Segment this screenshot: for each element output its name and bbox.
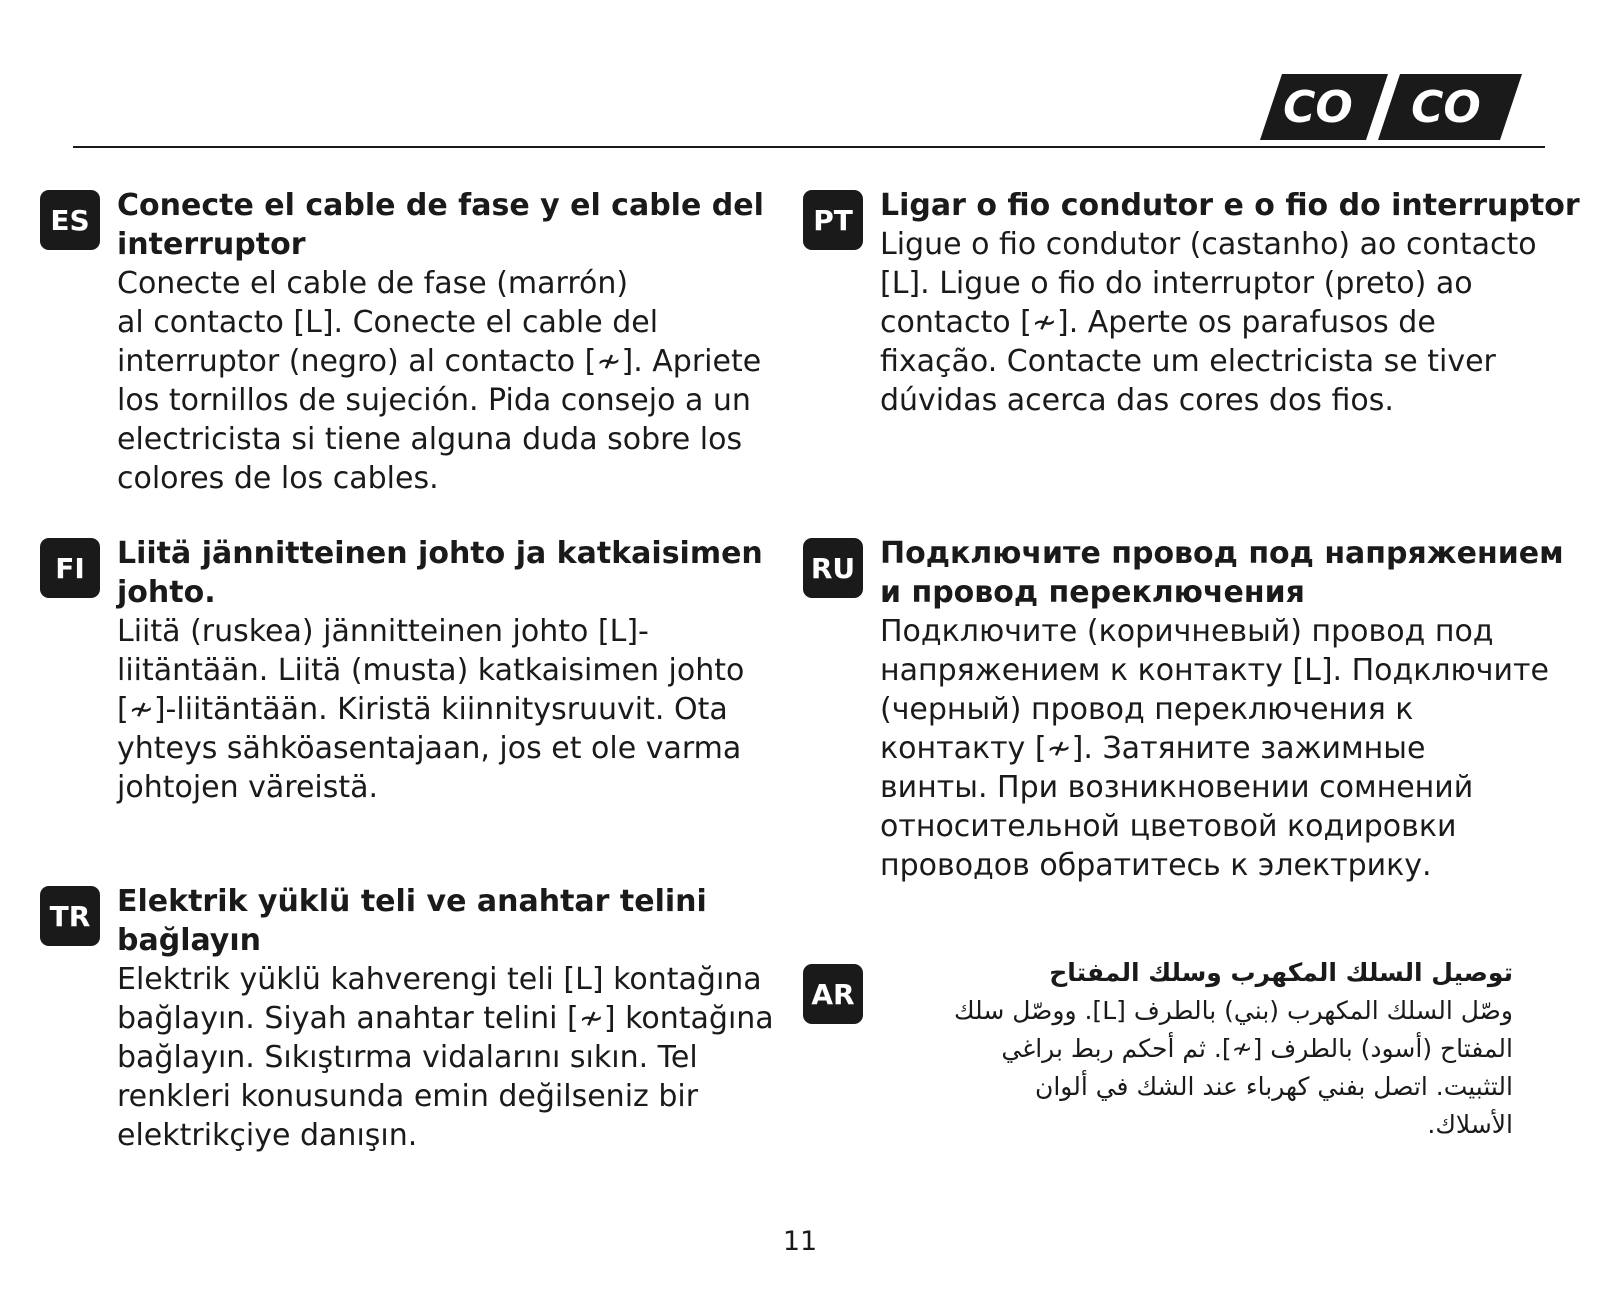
- heading-line: Elektrik yüklü teli ve anahtar telini: [117, 884, 707, 919]
- body-line: Подключите (коричневый) провод под: [880, 614, 1494, 649]
- section-heading: [880, 956, 1513, 990]
- section-heading: [880, 534, 1564, 612]
- coco-logo: [1260, 72, 1524, 142]
- section-body: [880, 225, 1537, 420]
- body-line: винты. При возникновении сомнений: [880, 770, 1474, 805]
- body-line: المفتاح (أسود) بالطرف [≁]. ثم أحكم ربط براغي: [1001, 1034, 1513, 1063]
- language-badge-pt: PT: [803, 190, 863, 250]
- body-line: interruptor (negro) al contacto [≁]. Apriete: [117, 344, 762, 379]
- heading-line: Подключите провод под напряжением: [880, 536, 1564, 571]
- body-line: elektrikçiye danışın.: [117, 1118, 418, 1153]
- body-line: относительной цветовой кодировки: [880, 809, 1457, 844]
- logo-text-left: CO: [1283, 82, 1353, 133]
- language-badge-tr: TR: [40, 886, 100, 946]
- body-line: Conecte el cable de fase (marrón): [117, 266, 629, 301]
- body-line: проводов обратитесь к электрику.: [880, 848, 1432, 883]
- body-line: contacto [≁]. Aperte os parafusos de: [880, 305, 1436, 340]
- logo-text-right: CO: [1411, 82, 1481, 133]
- body-line: الأسلاك.: [1427, 1110, 1513, 1139]
- heading-line: توصيل السلك المكهرب وسلك المفتاح: [1049, 958, 1513, 987]
- language-badge-fi: FI: [40, 538, 100, 598]
- language-badge-ar: AR: [803, 964, 863, 1024]
- body-line: Liitä (ruskea) jännitteinen johto [L]-: [117, 614, 649, 649]
- section-body: [117, 612, 744, 807]
- body-line: Ligue o fio condutor (castanho) ao contacto: [880, 227, 1537, 262]
- body-line: (черный) провод переключения к: [880, 692, 1414, 727]
- heading-line: Ligar o fio condutor e o fio do interruptor: [880, 188, 1580, 223]
- heading-line: interruptor: [117, 227, 306, 262]
- heading-line: bağlayın: [117, 923, 261, 958]
- body-line: dúvidas acerca das cores dos fios.: [880, 383, 1394, 418]
- section-heading: [117, 186, 764, 264]
- header-rule: [73, 146, 1545, 148]
- body-line: al contacto [L]. Conecte el cable del: [117, 305, 659, 340]
- body-line: bağlayın. Sıkıştırma vidalarını sıkın. Tel: [117, 1040, 698, 1075]
- heading-line: Liitä jännitteinen johto ja katkaisimen: [117, 536, 763, 571]
- body-line: los tornillos de sujeción. Pida consejo a un: [117, 383, 751, 418]
- section-body: [117, 264, 761, 498]
- section-body: [117, 960, 774, 1155]
- heading-line: Conecte el cable de fase y el cable del: [117, 188, 764, 223]
- body-line: yhteys sähköasentajaan, jos et ole varma: [117, 731, 742, 766]
- section-body: [880, 612, 1549, 885]
- section-body: [880, 992, 1513, 1144]
- body-line: electricista si tiene alguna duda sobre los: [117, 422, 743, 457]
- body-line: liitäntään. Liitä (musta) katkaisimen johto: [117, 653, 745, 688]
- language-badge-ru: RU: [803, 538, 863, 598]
- heading-line: johto.: [117, 575, 216, 610]
- heading-line: и провод переключения: [880, 575, 1305, 610]
- body-line: Elektrik yüklü kahverengi teli [L] kontağına: [117, 962, 762, 997]
- body-line: renkleri konusunda emin değilseniz bir: [117, 1079, 699, 1114]
- body-line: colores de los cables.: [117, 461, 439, 496]
- body-line: [L]. Ligue o fio do interruptor (preto) ao: [880, 266, 1473, 301]
- body-line: контакту [≁]. Затяните зажимные: [880, 731, 1426, 766]
- page-number: 11: [782, 1226, 818, 1257]
- body-line: johtojen väreistä.: [117, 770, 379, 805]
- body-line: [≁]-liitäntään. Kiristä kiinnitysruuvit. Ota: [117, 692, 728, 727]
- section-heading: [880, 186, 1580, 225]
- section-heading: [117, 534, 763, 612]
- body-line: bağlayın. Siyah anahtar telini [≁] kontağına: [117, 1001, 774, 1036]
- body-line: التثبيت. اتصل بفني كهرباء عند الشك في ألوان: [1034, 1072, 1513, 1101]
- body-line: fixação. Contacte um electricista se tiver: [880, 344, 1496, 379]
- language-badge-es: ES: [40, 190, 100, 250]
- section-heading: [117, 882, 707, 960]
- body-line: وصّل السلك المكهرب (بني) بالطرف [L]. ووصّل سلك: [953, 996, 1513, 1025]
- body-line: напряжением к контакту [L]. Подключите: [880, 653, 1549, 688]
